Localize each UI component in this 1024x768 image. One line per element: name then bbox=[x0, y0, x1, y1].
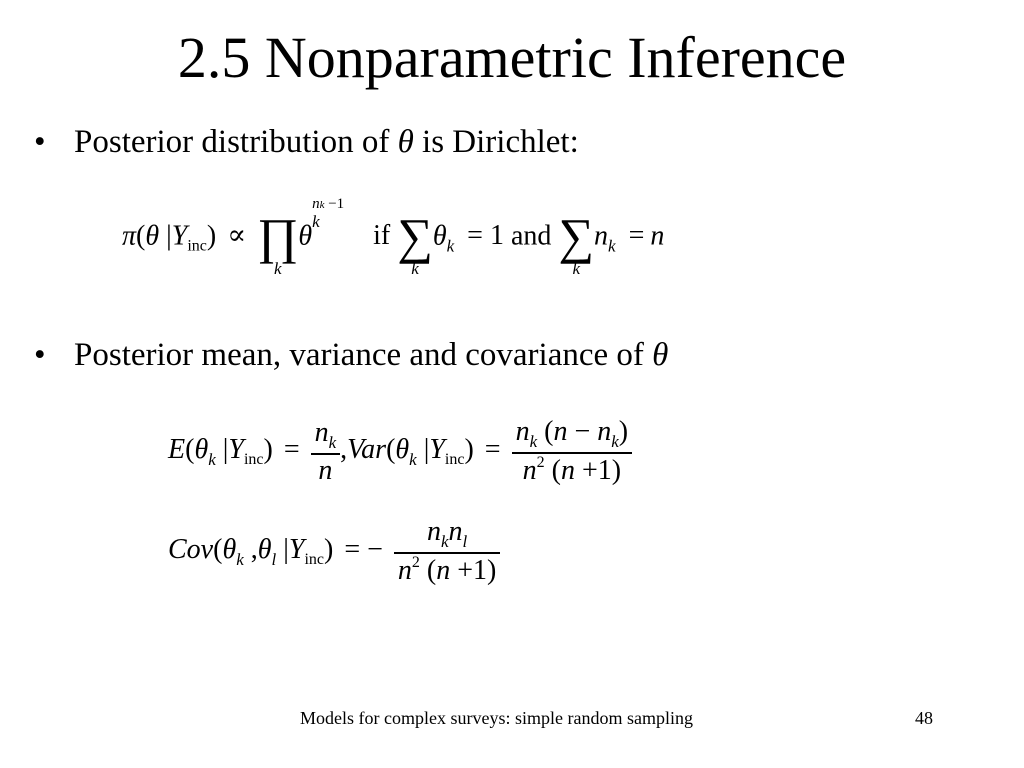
n-subscript-k: k bbox=[529, 432, 538, 451]
inc-subscript: inc bbox=[243, 450, 264, 468]
squared-exponent: 2 bbox=[411, 554, 420, 571]
theta-subscript-l: l bbox=[271, 549, 277, 569]
sum-index: k bbox=[572, 259, 580, 278]
sum-operator bbox=[397, 208, 433, 278]
bullet-marker: • bbox=[34, 124, 46, 160]
lparen: ( bbox=[386, 433, 396, 465]
covariance-fraction bbox=[394, 516, 500, 587]
theta-symbol: θ bbox=[194, 433, 209, 465]
n-subscript-k: k bbox=[608, 236, 616, 256]
n-symbol: n bbox=[560, 455, 575, 486]
n-symbol: n bbox=[650, 220, 665, 252]
sum-index: k bbox=[411, 259, 419, 278]
lparen: ( bbox=[213, 533, 223, 565]
squared-exponent: 2 bbox=[536, 454, 545, 471]
sum-sign: ∑ bbox=[397, 208, 433, 264]
Cov-symbol: Cov bbox=[168, 533, 214, 565]
theta-subscript-k: k bbox=[409, 449, 417, 469]
if-text: if bbox=[373, 220, 391, 252]
product-operator bbox=[257, 208, 299, 278]
and-text: and bbox=[510, 220, 552, 252]
theta-symbol: θ bbox=[652, 337, 669, 373]
exp-minus-one: −1 bbox=[328, 196, 345, 212]
dirichlet-equation bbox=[122, 198, 664, 278]
inc-subscript: inc bbox=[187, 237, 207, 255]
bullet-marker: • bbox=[34, 337, 46, 373]
variance-fraction bbox=[512, 416, 633, 487]
rparen: ) bbox=[323, 533, 334, 565]
lparen: ( bbox=[551, 455, 561, 486]
comma: , bbox=[340, 433, 348, 465]
theta-symbol: θ bbox=[298, 220, 313, 252]
n-symbol: n bbox=[597, 416, 612, 447]
n-symbol: n bbox=[397, 555, 412, 586]
sum-operator bbox=[558, 208, 595, 278]
theta-symbol: θ bbox=[222, 533, 237, 565]
lparen: ( bbox=[136, 220, 146, 252]
Var-symbol: Var bbox=[347, 433, 387, 465]
plus-one: +1) bbox=[457, 555, 497, 586]
Y-symbol: Y bbox=[228, 433, 244, 465]
sum-sign: ∑ bbox=[558, 208, 595, 264]
comma: , bbox=[250, 533, 258, 565]
rparen: ) bbox=[263, 433, 273, 465]
theta-symbol: θ bbox=[397, 124, 414, 160]
propto-symbol: ∝ bbox=[227, 220, 247, 252]
Y-symbol: Y bbox=[429, 433, 445, 465]
n-symbol: n bbox=[436, 555, 451, 586]
E-symbol: E bbox=[168, 433, 186, 465]
minus-sign: − bbox=[574, 416, 591, 447]
equals-sign: = bbox=[628, 220, 645, 252]
theta-symbol: θ bbox=[395, 433, 410, 465]
Y-symbol: Y bbox=[171, 220, 188, 252]
bullet-posterior-distribution bbox=[34, 121, 579, 163]
theta-symbol: θ bbox=[257, 533, 272, 565]
prod-sign: ∏ bbox=[257, 208, 299, 264]
rparen: ) bbox=[618, 416, 629, 447]
n-symbol: n bbox=[594, 220, 609, 252]
given-bar: | bbox=[166, 220, 172, 252]
inc-subscript: inc bbox=[444, 450, 465, 468]
pi-symbol: π bbox=[122, 220, 137, 252]
bullet-text: Posterior distribution of bbox=[74, 124, 390, 160]
n-symbol: n bbox=[318, 454, 333, 486]
rparen: ) bbox=[464, 433, 474, 465]
equals-sign: = bbox=[484, 433, 501, 465]
theta-subscript-k: k bbox=[446, 236, 455, 256]
plus-one: +1) bbox=[581, 455, 622, 486]
bullet-text-tail: is Dirichlet: bbox=[422, 124, 579, 160]
exp-n: n bbox=[312, 196, 320, 212]
equals-minus: = − bbox=[344, 533, 383, 565]
prod-index: k bbox=[273, 259, 282, 278]
Y-symbol: Y bbox=[288, 533, 305, 565]
mean-variance-equation bbox=[168, 416, 632, 487]
n-symbol: n bbox=[515, 416, 530, 447]
slide-title: 2.5 Nonparametric Inference bbox=[177, 25, 847, 90]
equals-sign: = bbox=[283, 433, 300, 465]
bullet-text: Posterior mean, variance and covariance of bbox=[74, 337, 644, 373]
n-symbol: n bbox=[522, 455, 537, 486]
n-subscript-k: k bbox=[328, 432, 337, 452]
exp-k: k bbox=[319, 199, 325, 211]
inc-subscript: inc bbox=[304, 550, 324, 568]
n-symbol: n bbox=[553, 416, 568, 447]
n-symbol: n bbox=[314, 416, 329, 448]
theta-symbol: θ bbox=[145, 220, 160, 252]
equals-one: = 1 bbox=[467, 220, 504, 252]
theta-subscript-k: k bbox=[236, 549, 244, 569]
covariance-equation bbox=[168, 516, 500, 587]
n-symbol: n bbox=[448, 516, 463, 547]
given-bar: | bbox=[423, 433, 430, 465]
given-bar: | bbox=[283, 533, 289, 565]
n-symbol: n bbox=[426, 516, 441, 547]
lparen: ( bbox=[185, 433, 195, 465]
mean-fraction bbox=[311, 417, 341, 487]
lparen: ( bbox=[426, 555, 437, 586]
footer-caption: Models for complex surveys: simple random sampling bbox=[300, 708, 693, 728]
rparen: ) bbox=[206, 220, 217, 252]
n-subscript-k: k bbox=[611, 432, 619, 451]
theta-subscript-k: k bbox=[208, 449, 216, 469]
lparen: ( bbox=[544, 416, 554, 447]
page-number: 48 bbox=[915, 708, 933, 728]
n-subscript-l: l bbox=[462, 532, 468, 551]
bullet-posterior-moments bbox=[34, 334, 668, 376]
n-subscript-k: k bbox=[440, 532, 449, 551]
theta-subscript-k: k bbox=[312, 212, 320, 231]
given-bar: | bbox=[222, 433, 229, 465]
theta-symbol: θ bbox=[432, 220, 447, 252]
